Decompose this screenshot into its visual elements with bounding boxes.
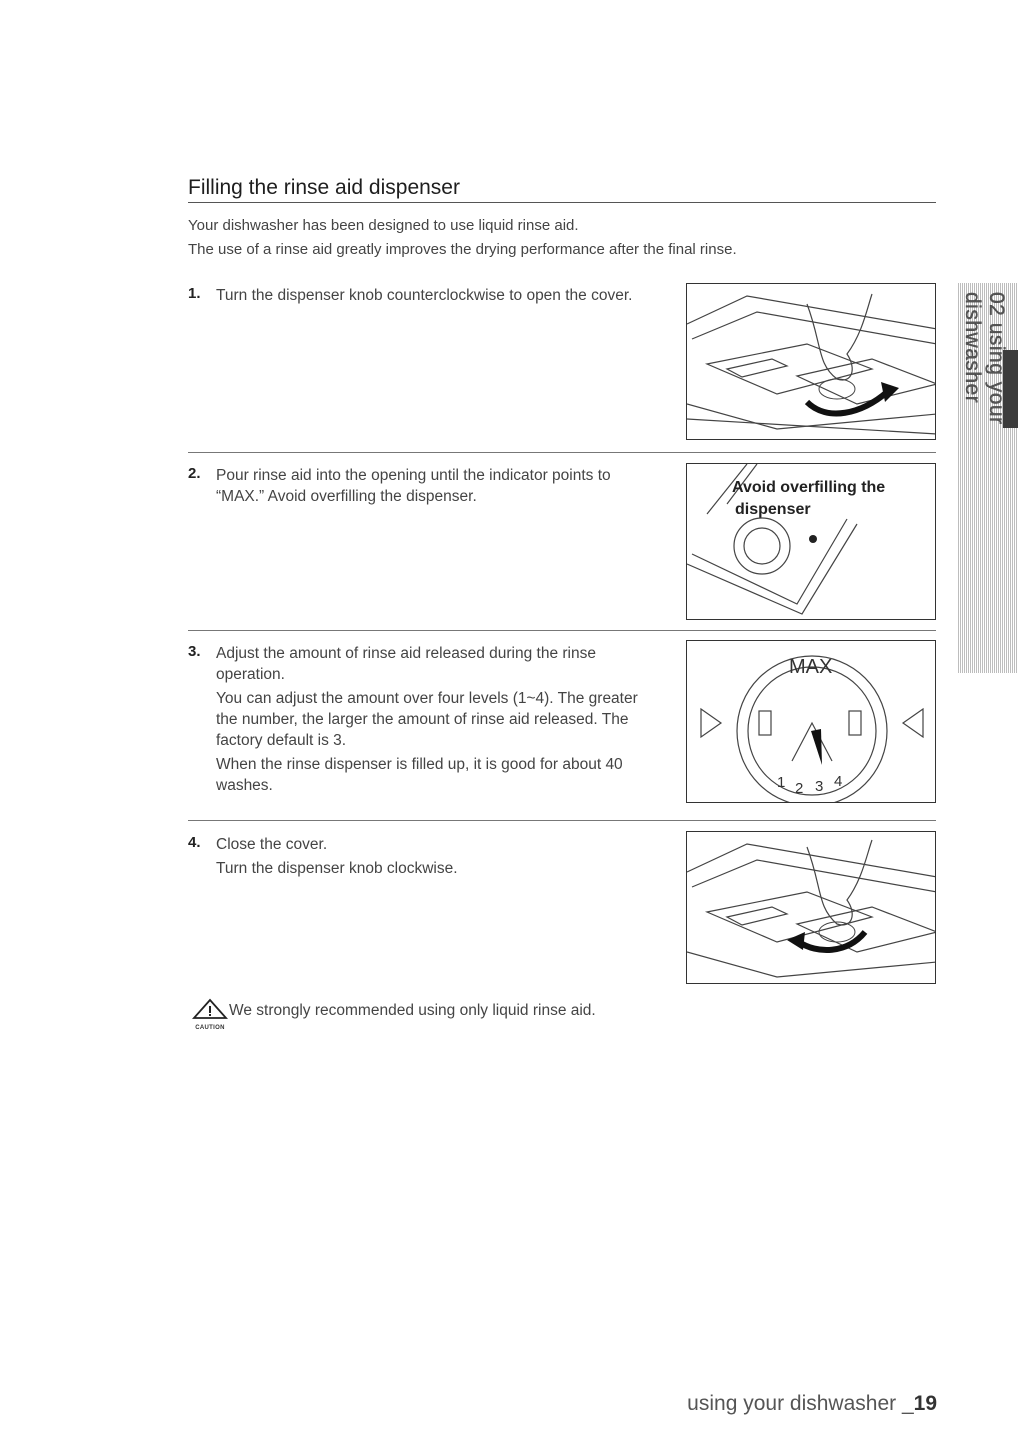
level-dial-illustration bbox=[687, 641, 935, 802]
step-number: 3. bbox=[188, 643, 201, 660]
caution-text: We strongly recommended using only liquid rinse aid. bbox=[229, 1002, 596, 1019]
figure-close-cover bbox=[686, 831, 936, 984]
indicator-dot bbox=[809, 535, 817, 543]
step-3 bbox=[188, 643, 663, 799]
callout-line-1: Avoid overfilling the bbox=[732, 479, 886, 496]
divider bbox=[188, 452, 936, 453]
step-text: Adjust the amount of rinse aid released during the rinse operation. bbox=[216, 645, 596, 683]
level-4: 4 bbox=[834, 773, 843, 790]
step-text: When the rinse dispenser is filled up, it is good for about 40 washes. bbox=[216, 756, 623, 794]
section-title: Filling the rinse aid dispenser bbox=[188, 176, 936, 203]
step-1 bbox=[188, 285, 663, 309]
dispenser-fill-illustration bbox=[687, 464, 935, 619]
divider bbox=[188, 820, 936, 821]
step-text: Turn the dispenser knob clockwise. bbox=[216, 860, 458, 877]
figure-fill-dispenser bbox=[686, 463, 936, 620]
dispenser-close-illustration bbox=[687, 832, 935, 983]
footer-text: using your dishwasher _ bbox=[687, 1392, 914, 1415]
caution-icon bbox=[192, 998, 228, 1020]
step-text: Pour rinse aid into the opening until the indicator points to “MAX.” Avoid overfilling the dispenser. bbox=[216, 467, 611, 505]
figure-level-dial bbox=[686, 640, 936, 803]
intro-line-2: The use of a rinse aid greatly improves the drying performance after the final rinse. bbox=[188, 241, 737, 258]
callout-line-2: dispenser bbox=[735, 501, 811, 518]
max-label: MAX bbox=[789, 656, 833, 678]
step-text: Turn the dispenser knob counterclockwise to open the cover. bbox=[216, 287, 633, 304]
caution-label: CAUTION bbox=[195, 1025, 225, 1031]
step-text: You can adjust the amount over four levels (1~4). The greater the number, the larger the amount of rinse aid released. The factory default is 3. bbox=[216, 690, 638, 749]
step-number: 1. bbox=[188, 285, 201, 302]
level-3: 3 bbox=[815, 778, 824, 795]
step-4 bbox=[188, 834, 663, 882]
chapter-tab-label: 02 using your dishwasher bbox=[961, 292, 1008, 425]
page-footer bbox=[687, 1392, 937, 1416]
step-2 bbox=[188, 465, 663, 510]
step-number: 2. bbox=[188, 465, 201, 482]
step-number: 4. bbox=[188, 834, 201, 851]
figure-open-cover bbox=[686, 283, 936, 440]
step-text: Close the cover. bbox=[216, 836, 328, 853]
intro-line-1: Your dishwasher has been designed to use liquid rinse aid. bbox=[188, 217, 579, 234]
divider bbox=[188, 630, 936, 631]
dispenser-open-illustration bbox=[687, 284, 935, 439]
level-2: 2 bbox=[795, 780, 804, 797]
page-number: 19 bbox=[913, 1392, 937, 1415]
level-1: 1 bbox=[777, 774, 786, 791]
